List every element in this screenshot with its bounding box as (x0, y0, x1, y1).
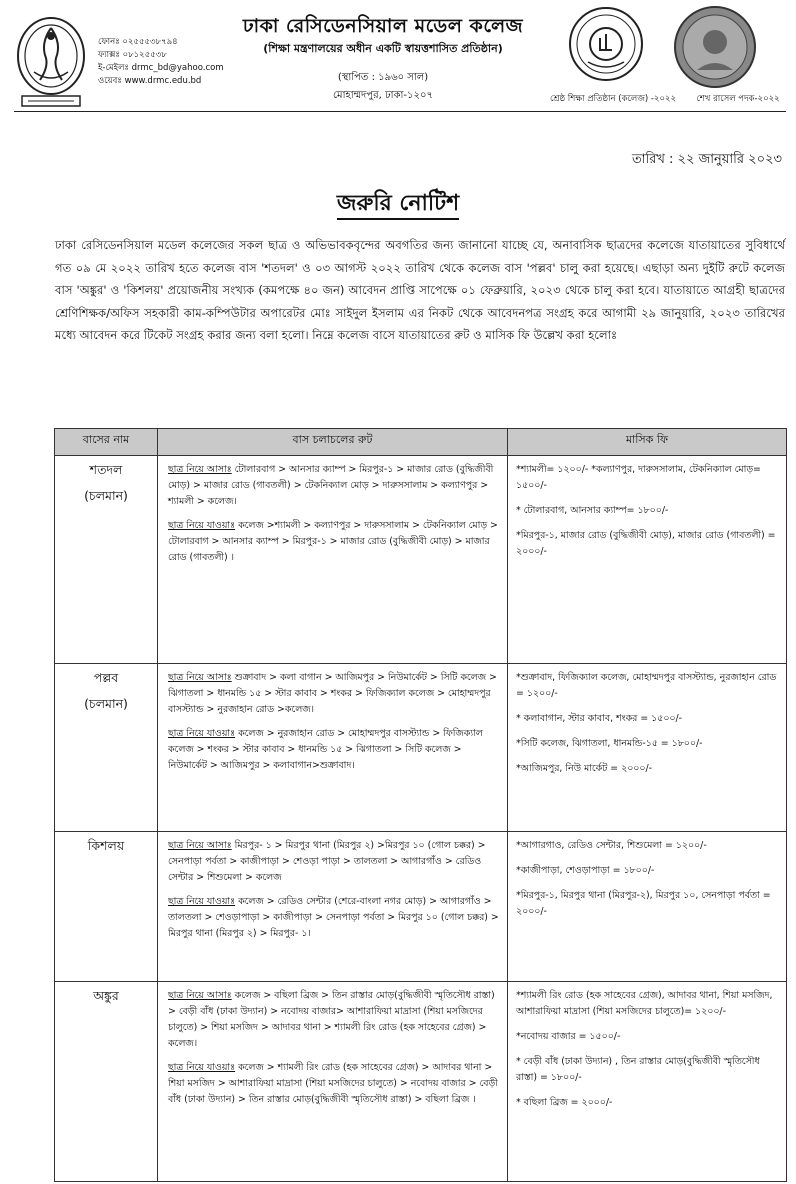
award-caption-2: শেখ রাসেল পদক-২০২২ (696, 94, 780, 104)
route-from-text: কলেজ >শ্যামলী > কল্যাণপুর > দারুসসালাম > টেকনিক্যাল মোড় > টোলারবাগ > আনসার ক্যাম্প > মিরপুর-১ > মাজার রোড (বুদ্ধিজীবী মোড়) > মাজার রোড (গাবতলী) । (168, 520, 498, 563)
college-logo-icon (14, 14, 88, 110)
fee-item: *সিটি কলেজ, ঝিগাতলা, ধানমন্ডি-১৫ = ১৮০০/- (516, 738, 703, 749)
route-to-text: টোলারবাগ > আনসার ক্যাম্প > মিরপুর-১ > মাজার রোড (বুদ্ধিজীবী মোড়) > মাজার রোড (গাবতলী) > টেকনিক্যাল মোড় > দারুসসালাম > কল্যাণপুর > শ্যামলী > কলেজ। (168, 464, 494, 507)
phone-text: ফোনঃ ০২৫৫৫৩৮৭৯৪ (98, 37, 178, 47)
route-from-label: ছাত্র নিয়ে যাওয়াঃ (168, 520, 236, 531)
bus-name-cell (55, 664, 158, 832)
bus-name: পল্লব (93, 670, 119, 685)
route-from-college (168, 894, 501, 942)
table-row (55, 664, 787, 832)
route-from-college (168, 518, 501, 566)
route-from-text: কলেজ > শ্যামলী রিং রোড (হক সাহেবের গ্রেজ) > আদাবর থানা > শিয়া মসজিদ > আশারাফিয়া মাদ্রাসা (শিয়া মসজিদের চালুতে) > নবোদয় বাজার > বেড়ী বাঁধ (ঢাকা উদ্যান) > তিন রাস্তার মোড়(বুদ্ধিজীবী স্মৃতিসৌধ রাস্তা) > বছিলা ব্রিজ । (168, 1062, 498, 1105)
bus-name-cell (55, 832, 158, 982)
bus-name: শতদল (89, 462, 123, 477)
route-cell (158, 664, 508, 832)
header-route: বাস চলাচলের রুট (158, 429, 508, 456)
medal-icon (672, 4, 758, 90)
route-to-label: ছাত্র নিয়ে আসাঃ (168, 672, 232, 683)
college-address: মোহাম্মদপুর, ঢাকা-১২০৭ (332, 90, 434, 101)
notice-title (298, 186, 498, 223)
college-subtitle: (শিক্ষা মন্ত্রণালয়ের অধীন একটি স্বায়ত্তশাসিত প্রতিষ্ঠান) (263, 42, 503, 55)
fee-cell (508, 456, 787, 664)
email-text: ই-মেইলঃ drmc_bd@yahoo.com (98, 63, 224, 73)
fee-cell (508, 664, 787, 832)
route-from-college (168, 726, 501, 774)
established-year: (স্থাপিত : ১৯৬০ সাল) (337, 72, 429, 83)
fee-item: * বেড়ী বাঁধ (ঢাকা উদ্যান) , তিন রাস্তার মোড়(বুদ্ধিজীবী স্মৃতিসৌধ রাস্তা) = ১৮০০/- (516, 1056, 760, 1083)
fee-item: *শ্যামলী= ১২০০/- *কল্যাণপুর, দারুসসালাম, টেকনিক্যাল মোড়= ১৫০০/- (516, 464, 761, 491)
route-to-label: ছাত্র নিয়ে আসাঃ (168, 464, 232, 475)
fee-item: *নবোদয় বাজার = ১৫০০/- (516, 1031, 621, 1042)
route-from-label: ছাত্র নিয়ে যাওয়াঃ (168, 1062, 236, 1073)
table-row (55, 982, 787, 1182)
table-row (55, 456, 787, 664)
fee-item: *কাজীপাড়া, শেওড়াপাড়া = ১৮০০/- (516, 865, 655, 876)
route-to-label: ছাত্র নিয়ে আসাঃ (168, 990, 232, 1001)
fee-item: *শ্যামলী রিং রোড (হক সাহেবের গ্রেজ), আদাবর থানা, শিয়া মসজিদ, আশারাফিয়া মাদ্রাসা (শিয়া মসজিদের চালুতে)= ১২০০/- (516, 990, 773, 1017)
fee-item: * কলাবাগান, স্টার কাবাব, শংকর = ১৫০০/- (516, 713, 683, 724)
award-emblem-icon (566, 4, 646, 84)
route-from-label: ছাত্র নিয়ে যাওয়াঃ (168, 728, 236, 739)
fee-item: *শুক্রাবাদ, ফিজিক্যাল কলেজ, মোহাম্মদপুর বাসস্ট্যান্ড, নুরজাহান রোড = ১২০০/- (516, 672, 777, 699)
college-name: ঢাকা রেসিডেনসিয়াল মডেল কলেজ (242, 15, 524, 37)
award-caption-1: শ্রেষ্ঠ শিক্ষা প্রতিষ্ঠান (কলেজ) -২০২২ (549, 94, 677, 104)
bus-name: অঙ্কুর (93, 988, 119, 1003)
route-to-text: কলেজ > বছিলা ব্রিজ > তিন রাস্তার মোড়(বুদ্ধিজীবী স্মৃতিসৌধ রাস্তা) > বেড়ী বাঁধ (ঢাকা উদ্যান) > নবোদয় বাজার> আশারাফিয়া মাদ্রাসা (শিয়া মসজিদের চালুতে) > শিয়া মসজিদ > আদাবর থানা > শ্যামলী রিং রোড (হক সাহেবের গ্রেজ) > কলেজ। (168, 990, 495, 1049)
fee-cell (508, 832, 787, 982)
routes-table-wrapper (54, 428, 786, 1168)
route-to-text: শুক্রাবাদ > কলা বাগান > আজিমপুর > নিউমার্কেট > সিটি কলেজ > ঝিগাতলা > ধানমন্ডি ১৫ > স্টার কাবাব > শংকর > ফিজিক্যাল কলেজ > মোহাম্মদপুর বাসস্ট্যান্ড > নুরজাহান রোড >কলেজ। (168, 672, 497, 715)
route-from-text: কলেজ > রেডিও সেন্টার (শেরে-বাংলা নগর মোড়) > আগারগাঁও > তালতলা > শেওড়াপাড়া > কাজীপাড়া > সেনপাড়া পর্বতা > মিরপুর ১০ (গোল চক্কর) > মিরপুর থানা (মিরপুর ২) > মিরপুর- ১। (168, 896, 499, 939)
table-row (55, 832, 787, 982)
route-from-text: কলেজ > নুরজাহান রোড > মোহাম্মদপুর বাসস্ট্যান্ড > ফিজিক্যাল কলেজ > শংকর > স্টার কাবাব > ধানমন্ডি ১৫ > ঝিগাতলা > সিটি কলেজ > নিউমার্কেট > আজিমপুর > কলাবাগান>শুক্রাবাদ। (168, 728, 483, 771)
route-from-label: ছাত্র নিয়ে যাওয়াঃ (168, 896, 236, 907)
bus-status: (চলমান) (84, 488, 128, 503)
website-text: ওয়েবঃ www.drmc.edu.bd (98, 76, 202, 86)
header-divider (14, 111, 786, 112)
header-bus-name: বাসের নাম (55, 429, 158, 456)
fee-item: *মিরপুর-১, মিরপুর থানা (মিরপুর-২), মিরপুর ১০, সেনপাড়া পর্বতা = ২০০০/- (516, 890, 771, 917)
contact-info (98, 36, 224, 88)
routes-table (54, 428, 787, 1182)
notice-title-text: জরুরি নোটিশ (337, 191, 459, 220)
table-header-row (55, 429, 787, 456)
route-cell (158, 832, 508, 982)
fee-item: *আজিমপুর, নিউ মার্কেট = ২০০০/- (516, 763, 653, 774)
notice-body: ঢাকা রেসিডেনসিয়াল মডেল কলেজের সকল ছাত্র ও অভিভাবকবৃন্দের অবগতির জন্য জানানো যাচ্ছে যে, অনাবাসিক ছাত্রদের কলেজে যাতায়াতের সুবিধার্থে গত ০৯ মে ২০২২ তারিখ হতে কলেজ বাস 'শতদল' ও ০৩ আগস্ট ২০২২ তারিখ থেকে কলেজ বাস 'পল্লব' চালু করা হয়েছে। এছাড়া অন্য দুইটি রুটে কলেজ বাস 'অঙ্কুর' ও 'কিশলয়' প্রয়োজনীয় সংখ্যক (কমপক্ষে ৪০ জন) আবেদন প্রাপ্তি সাপেক্ষে ০১ ফেব্রুয়ারি, ২০২৩ থেকে চালু করা হবে। যাতায়াতে আগ্রহী ছাত্রদের শ্রেণিশিক্ষক/অফিস সহকারী কাম-কম্পিউটার অপারেটর মোঃ সাইদুল ইসলাম এর নিকট থেকে আবেদনপত্র সংগ্রহ করে আগামী ২৯ জানুয়ারি, ২০২৩ তারিখের মধ্যে আবেদন করে টিকেট সংগ্রহ করার জন্য বলা হলো। নিম্নে কলেজ বাসে যাতায়াতের রুট ও মাসিক ফি উল্লেখ করা হলোঃ (55, 238, 785, 343)
fee-item: *মিরপুর-১, মাজার রোড (বুদ্ধিজীবী মোড়), মাজার রোড (গাবতলী) = ২০০০/- (516, 530, 776, 557)
route-to-text: মিরপুর- ১ > মিরপুর থানা (মিরপুর ২) >মিরপুর ১০ (গোল চক্কর) > সেনপাড়া পর্বতা > কাজীপাড়া > শেওড়া পাড়া > তালতলা > আগারগাঁও > রেডিও সেন্টার > শিশুমেলা > কলেজ (168, 840, 486, 883)
bus-name: কিশলয় (87, 838, 125, 853)
route-cell (158, 456, 508, 664)
fee-item: * বছিলা ব্রিজ = ২০০০/- (516, 1097, 613, 1108)
fee-item: * টোলারবাগ, আনসার ক্যাম্প= ১৮০০/- (516, 505, 669, 516)
route-to-label: ছাত্র নিয়ে আসাঃ (168, 840, 232, 851)
bus-status: (চলমান) (84, 696, 128, 711)
fee-cell (508, 982, 787, 1182)
route-to-college (168, 670, 501, 718)
bus-name-cell (55, 982, 158, 1182)
header-monthly-fee: মাসিক ফি (508, 429, 787, 456)
bus-name-cell (55, 456, 158, 664)
notice-date: তারিখ : ২২ জানুয়ারি ২০২৩ (631, 152, 782, 167)
fax-text: ফ্যাক্সঃ ০৮১২৫৫৩৮ (98, 50, 167, 60)
route-from-college (168, 1060, 501, 1108)
fee-item: *আগারগাও, রেডিও সেন্টার, শিশুমেলা = ১২০০/- (516, 840, 707, 851)
route-to-college (168, 838, 501, 886)
route-to-college (168, 988, 501, 1052)
route-cell (158, 982, 508, 1182)
letterhead (0, 0, 796, 112)
route-to-college (168, 462, 501, 510)
